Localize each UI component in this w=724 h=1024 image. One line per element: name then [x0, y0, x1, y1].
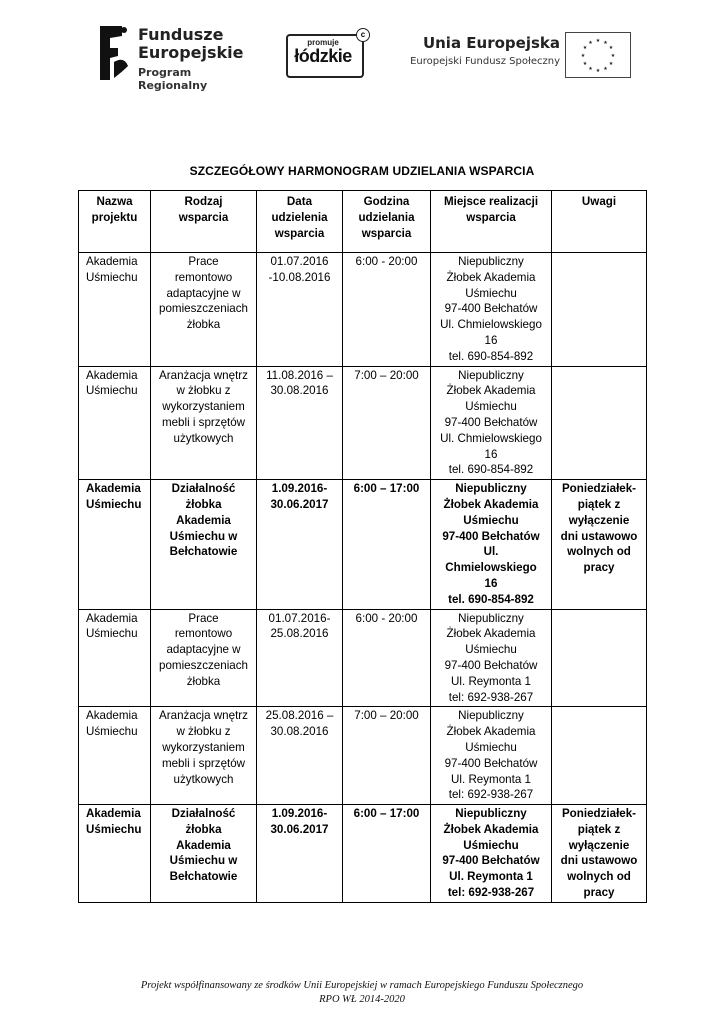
footer-line1: Projekt współfinansowany ze środków Unii Europejskiej w ramach Europejskiego Funduszu Społecznego [140, 980, 584, 991]
svg-text:★: ★ [595, 68, 601, 74]
cell-notes [552, 707, 647, 805]
unia-europejska-text [410, 34, 560, 67]
lodz-logo-small-text: promuje [307, 38, 339, 47]
promuje-lodzkie-logo [286, 28, 366, 80]
header-nazwa-projektu: Nazwa projektu [79, 191, 151, 253]
cell-date: 25.08.2016 – 30.08.2016 [257, 707, 343, 805]
fundusze-europejskie-emblem-icon [96, 22, 130, 82]
cell-date: 01.07.2016- 25.08.2016 [257, 609, 343, 707]
fundusze-europejskie-logo [96, 22, 256, 92]
header-miejsce-realizacji: Miejsce realizacji wsparcia [431, 191, 552, 253]
svg-text:★: ★ [582, 61, 588, 67]
footer-line2: RPO WŁ 2014-2020 [319, 994, 405, 1005]
cell-notes [552, 253, 647, 367]
table-row [79, 609, 647, 707]
cell-support-type: Prace remontowo adaptacyjne w pomieszczeniach żłobka [151, 609, 257, 707]
header-uwagi: Uwagi [552, 191, 647, 253]
cell-date: 1.09.2016- 30.06.2017 [257, 805, 343, 903]
cell-location: Niepubliczny Żłobek Akademia Uśmiechu 97-400 Bełchatów Ul. Reymonta 1 tel: 692-938-267 [431, 805, 552, 903]
cell-hours: 7:00 – 20:00 [343, 366, 431, 480]
cell-notes: Poniedziałek- piątek z wyłączenie dni ustawowo wolnych od pracy [552, 480, 647, 609]
cell-project-name: Akademia Uśmiechu [79, 609, 151, 707]
svg-text:★: ★ [608, 61, 614, 67]
header-rodzaj-wsparcia: Rodzaj wsparcia [151, 191, 257, 253]
logo-bar [0, 18, 724, 92]
cell-project-name: Akademia Uśmiechu [79, 805, 151, 903]
svg-text:★: ★ [603, 66, 608, 72]
eu-flag-icon [565, 32, 631, 78]
svg-text:★: ★ [608, 45, 614, 51]
cell-project-name: Akademia Uśmiechu [79, 366, 151, 480]
table-row [79, 253, 647, 367]
document-title: SZCZEGÓŁOWY HARMONOGRAM UDZIELANIA WSPARCIA [189, 164, 535, 178]
svg-text:★: ★ [595, 38, 601, 44]
svg-text:★: ★ [582, 45, 588, 51]
svg-text:★: ★ [610, 53, 616, 59]
cell-location: Niepubliczny Żłobek Akademia Uśmiechu 97-400 Bełchatów Ul. Chmielowskiego 16 tel. 690-854-892 [431, 480, 552, 609]
cell-date: 01.07.2016 -10.08.2016 [257, 253, 343, 367]
fe-logo-line1: Fundusze [138, 25, 224, 44]
cell-support-type: Działalność żłobka Akademia Uśmiechu w Bełchatowie [151, 805, 257, 903]
fe-logo-line2: Europejskie [138, 43, 244, 62]
cell-hours: 6:00 - 20:00 [343, 253, 431, 367]
svg-text:★: ★ [603, 40, 608, 46]
cell-hours: 6:00 - 20:00 [343, 609, 431, 707]
lodz-logo-copyright-mark: c [356, 28, 370, 42]
cell-support-type: Działalność żłobka Akademia Uśmiechu w Bełchatowie [151, 480, 257, 609]
cell-location: Niepubliczny Żłobek Akademia Uśmiechu 97-400 Bełchatów Ul. Reymonta 1 tel: 692-938-267 [431, 609, 552, 707]
svg-text:★: ★ [588, 66, 593, 72]
schedule-table [78, 190, 647, 903]
cell-date: 1.09.2016- 30.06.2017 [257, 480, 343, 609]
cell-hours: 7:00 – 20:00 [343, 707, 431, 805]
cell-date: 11.08.2016 – 30.08.2016 [257, 366, 343, 480]
svg-text:★: ★ [588, 40, 593, 46]
cell-project-name: Akademia Uśmiechu [79, 253, 151, 367]
svg-text:★: ★ [580, 53, 586, 59]
cell-location: Niepubliczny Żłobek Akademia Uśmiechu 97-400 Bełchatów Ul. Reymonta 1 tel: 692-938-267 [431, 707, 552, 805]
ue-logo-title: Unia Europejska [422, 34, 560, 52]
cell-project-name: Akademia Uśmiechu [79, 707, 151, 805]
header-godzina-udzielania: Godzina udzielania wsparcia [343, 191, 431, 253]
table-row [79, 480, 647, 609]
table-row [79, 707, 647, 805]
cell-support-type: Aranżacja wnętrz w żłobku z wykorzystaniem mebli i sprzętów użytkowych [151, 707, 257, 805]
cell-notes [552, 366, 647, 480]
lodz-logo-big-text: łódzkie [294, 46, 352, 66]
cell-hours: 6:00 – 17:00 [343, 805, 431, 903]
cell-location: Niepubliczny Żłobek Akademia Uśmiechu 97-400 Bełchatów Ul. Chmielowskiego 16 tel. 690-854-892 [431, 253, 552, 367]
cell-project-name: Akademia Uśmiechu [79, 480, 151, 609]
page-footer [0, 979, 724, 1007]
cell-notes: Poniedziałek- piątek z wyłączenie dni ustawowo wolnych od pracy [552, 805, 647, 903]
cell-notes [552, 609, 647, 707]
cell-support-type: Aranżacja wnętrz w żłobku z wykorzystaniem mebli i sprzętów użytkowych [151, 366, 257, 480]
cell-support-type: Prace remontowo adaptacyjne w pomieszczeniach żłobka [151, 253, 257, 367]
table-row [79, 805, 647, 903]
table-row [79, 366, 647, 480]
header-data-udzielenia: Data udzielenia wsparcia [257, 191, 343, 253]
cell-location: Niepubliczny Żłobek Akademia Uśmiechu 97-400 Bełchatów Ul. Chmielowskiego 16 tel. 690-854-892 [431, 366, 552, 480]
ue-logo-subtitle: Europejski Fundusz Społeczny [410, 56, 560, 67]
cell-hours: 6:00 – 17:00 [343, 480, 431, 609]
fe-logo-line3: Program Regionalny [138, 66, 208, 92]
table-header-row [79, 191, 647, 253]
